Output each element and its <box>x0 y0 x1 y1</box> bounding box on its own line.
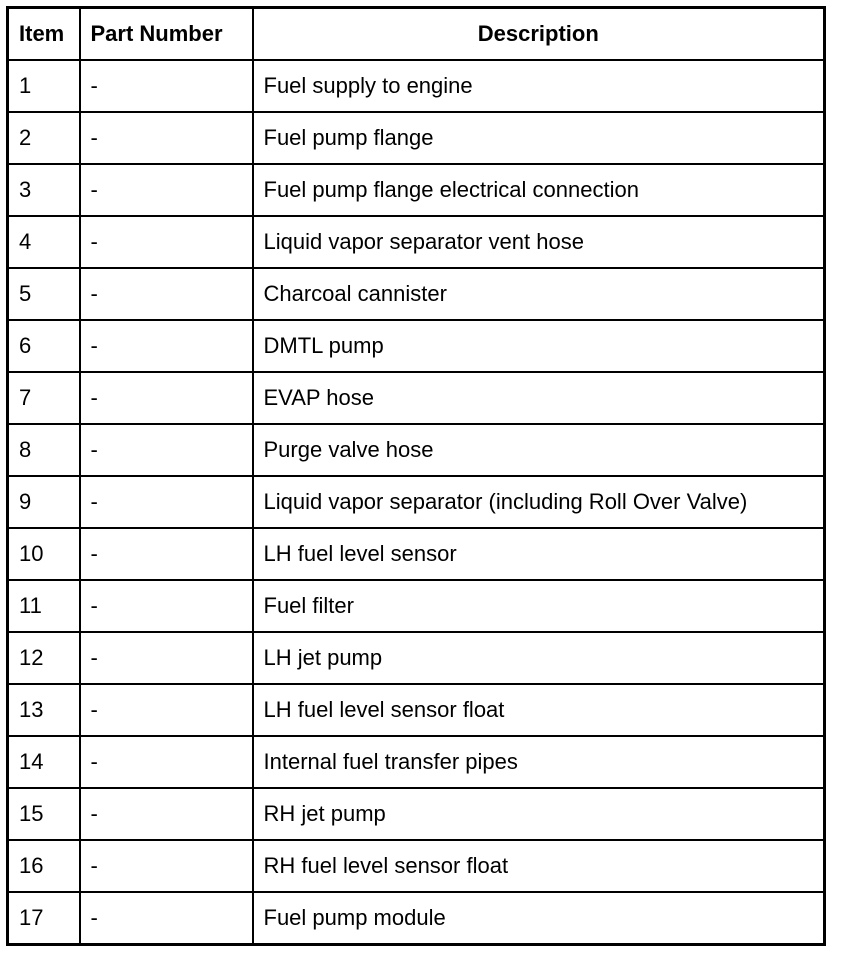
table-row <box>8 788 825 840</box>
cell-item: 16 <box>8 840 80 892</box>
cell-description: LH fuel level sensor <box>253 528 825 580</box>
cell-part-number: - <box>80 424 253 476</box>
table-row <box>8 216 825 268</box>
header-part-number: Part Number <box>80 8 253 61</box>
table-row <box>8 320 825 372</box>
header-description: Description <box>253 8 825 61</box>
cell-part-number: - <box>80 632 253 684</box>
cell-item: 1 <box>8 60 80 112</box>
cell-item: 9 <box>8 476 80 528</box>
cell-description: LH jet pump <box>253 632 825 684</box>
cell-description: Purge valve hose <box>253 424 825 476</box>
cell-description: RH jet pump <box>253 788 825 840</box>
cell-item: 10 <box>8 528 80 580</box>
cell-item: 3 <box>8 164 80 216</box>
table-row <box>8 424 825 476</box>
cell-description: Fuel supply to engine <box>253 60 825 112</box>
table-body <box>8 60 825 945</box>
table-row <box>8 60 825 112</box>
cell-description: Liquid vapor separator vent hose <box>253 216 825 268</box>
cell-part-number: - <box>80 684 253 736</box>
cell-description: DMTL pump <box>253 320 825 372</box>
header-row <box>8 8 825 61</box>
table-row <box>8 372 825 424</box>
table-row <box>8 476 825 528</box>
cell-part-number: - <box>80 736 253 788</box>
cell-part-number: - <box>80 892 253 945</box>
header-item: Item <box>8 8 80 61</box>
table-row <box>8 268 825 320</box>
cell-part-number: - <box>80 112 253 164</box>
table-row <box>8 736 825 788</box>
cell-part-number: - <box>80 840 253 892</box>
table-row <box>8 684 825 736</box>
cell-part-number: - <box>80 268 253 320</box>
cell-part-number: - <box>80 372 253 424</box>
table-header <box>8 8 825 61</box>
cell-description: Internal fuel transfer pipes <box>253 736 825 788</box>
cell-item: 12 <box>8 632 80 684</box>
cell-description: Fuel pump flange electrical connection <box>253 164 825 216</box>
cell-description: EVAP hose <box>253 372 825 424</box>
cell-part-number: - <box>80 476 253 528</box>
cell-item: 15 <box>8 788 80 840</box>
cell-part-number: - <box>80 164 253 216</box>
table-row <box>8 164 825 216</box>
cell-item: 13 <box>8 684 80 736</box>
cell-description: Fuel filter <box>253 580 825 632</box>
cell-description: Fuel pump flange <box>253 112 825 164</box>
cell-item: 2 <box>8 112 80 164</box>
cell-description: LH fuel level sensor float <box>253 684 825 736</box>
cell-part-number: - <box>80 60 253 112</box>
cell-description: Fuel pump module <box>253 892 825 945</box>
cell-description: Liquid vapor separator (including Roll Over Valve) <box>253 476 825 528</box>
cell-item: 17 <box>8 892 80 945</box>
cell-item: 4 <box>8 216 80 268</box>
cell-item: 11 <box>8 580 80 632</box>
table-row <box>8 632 825 684</box>
cell-description: Charcoal cannister <box>253 268 825 320</box>
cell-description: RH fuel level sensor float <box>253 840 825 892</box>
cell-part-number: - <box>80 216 253 268</box>
cell-part-number: - <box>80 320 253 372</box>
cell-part-number: - <box>80 788 253 840</box>
cell-part-number: - <box>80 528 253 580</box>
parts-table <box>6 6 826 946</box>
table-row <box>8 840 825 892</box>
cell-item: 14 <box>8 736 80 788</box>
cell-item: 8 <box>8 424 80 476</box>
cell-item: 7 <box>8 372 80 424</box>
table-row <box>8 112 825 164</box>
table-row <box>8 892 825 945</box>
cell-item: 5 <box>8 268 80 320</box>
cell-part-number: - <box>80 580 253 632</box>
cell-item: 6 <box>8 320 80 372</box>
table-row <box>8 528 825 580</box>
table-row <box>8 580 825 632</box>
